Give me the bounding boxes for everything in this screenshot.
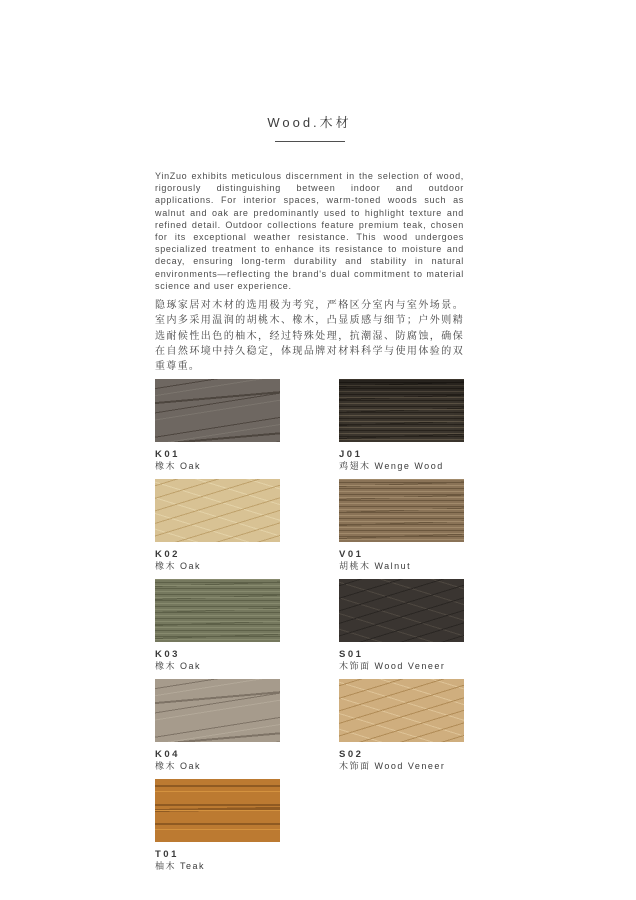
- wood-sample-image: [155, 579, 280, 642]
- swatch-code: K04: [155, 748, 180, 760]
- swatch-caption: [155, 549, 280, 572]
- swatch-caption: [339, 449, 464, 472]
- wood-swatch-j01: [339, 379, 464, 472]
- swatch-code: T01: [155, 848, 179, 860]
- wood-sample-image: [155, 479, 280, 542]
- swatch-code: S01: [339, 648, 364, 660]
- swatch-code: V01: [339, 548, 364, 560]
- page-title: Wood.木材: [267, 115, 352, 130]
- swatch-code: S02: [339, 748, 364, 760]
- swatch-caption: [339, 649, 464, 672]
- wood-swatch-s01: [339, 579, 464, 672]
- swatch-label: 木饰面 Wood Veneer: [339, 660, 446, 671]
- wood-sample-image: [339, 379, 464, 442]
- swatch-label: 木饰面 Wood Veneer: [339, 760, 446, 771]
- swatch-label: 橡木 Oak: [155, 460, 202, 471]
- swatch-code: K03: [155, 648, 180, 660]
- wood-swatch-s02: [339, 679, 464, 772]
- swatch-code: J01: [339, 448, 363, 460]
- page-header: [155, 112, 464, 142]
- swatch-label: 橡木 Oak: [155, 760, 202, 771]
- intro-paragraph-en: YinZuo exhibits meticulous discernment in the selection of wood, rigorously distinguishing between indoor and outdoor applications. For interior spaces, warm-toned woods such as walnut and oak are predominantly used to highlight texture and refined detail. Outdoor collections feature premium teak, chosen for its exceptional weather resistance. This wood undergoes specialized treatment to enhance its resistance to moisture and decay, ensuring long-term durability and stability in natural environments—reflecting the brand's dual commitment to material science and user experience.: [155, 171, 464, 291]
- swatch-code: K01: [155, 448, 180, 460]
- swatch-caption: [155, 649, 280, 672]
- swatch-caption: [339, 749, 464, 772]
- content-column: [155, 0, 464, 872]
- wood-swatch-t01: [155, 779, 280, 872]
- wood-sample-image: [339, 479, 464, 542]
- swatch-label: 柚木 Teak: [155, 860, 206, 871]
- wood-sample-image: [155, 779, 280, 842]
- wood-swatch-k03: [155, 579, 280, 672]
- wood-sample-image: [339, 679, 464, 742]
- swatch-label: 橡木 Oak: [155, 560, 202, 571]
- wood-swatch-v01: [339, 479, 464, 572]
- title-underline: [275, 141, 345, 142]
- swatch-caption: [155, 449, 280, 472]
- swatch-caption: [155, 749, 280, 772]
- wood-sample-image: [155, 679, 280, 742]
- swatch-caption: [155, 849, 280, 872]
- swatch-caption: [339, 549, 464, 572]
- swatch-label: 胡桃木 Walnut: [339, 560, 412, 571]
- wood-sample-image: [155, 379, 280, 442]
- swatch-grid: [155, 379, 464, 872]
- swatch-code: K02: [155, 548, 180, 560]
- wood-swatch-k04: [155, 679, 280, 772]
- wood-swatch-k01: [155, 379, 280, 472]
- wood-swatch-k02: [155, 479, 280, 572]
- wood-sample-image: [339, 579, 464, 642]
- intro-paragraph-zh: 隐琢家居对木材的选用极为考究，严格区分室内与室外场景。室内多采用温润的胡桃木、橡木，凸显质感与细节；户外则精选耐候性出色的柚木，经过特殊处理，抗潮湿、防腐蚀，确保在自然环境中持久稳定，体现品牌对材料科学与使用体验的双重尊重。: [155, 300, 464, 373]
- swatch-label: 鸡翅木 Wenge Wood: [339, 460, 444, 471]
- swatch-label: 橡木 Oak: [155, 660, 202, 671]
